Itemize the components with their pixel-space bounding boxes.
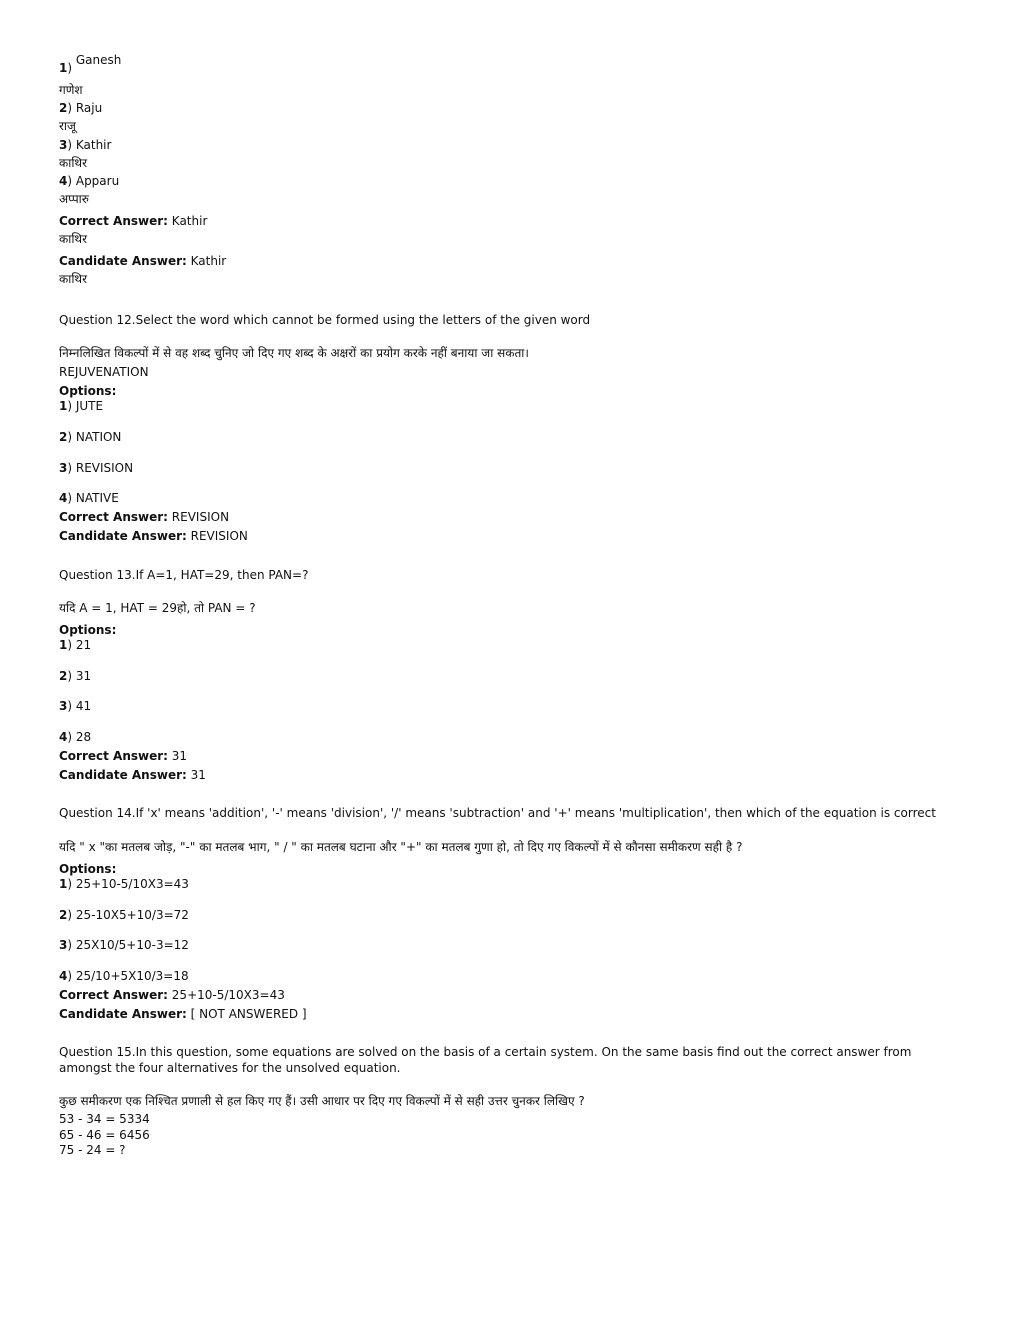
q12-option-2: 2) NATION bbox=[59, 430, 122, 444]
q11-correct-answer: Correct Answer: Kathir bbox=[59, 214, 208, 228]
q14-question: Question 14.If 'x' means 'addition', '-' means 'division', '/' means 'subtraction' and '+' means 'multiplication', then which of the equation is correct bbox=[59, 806, 936, 820]
q11-candidate-answer: Candidate Answer: Kathir bbox=[59, 254, 227, 268]
q14-option-3: 3) 25X10/5+10-3=12 bbox=[59, 938, 189, 952]
q11-option-1-partial: 1) Ganesh bbox=[59, 53, 122, 75]
q14-option-2: 2) 25-10X5+10/3=72 bbox=[59, 908, 189, 922]
q11-option-3: 3) Kathir bbox=[59, 138, 112, 152]
q13-option-4: 4) 28 bbox=[59, 730, 92, 744]
q12-option-4: 4) NATIVE bbox=[59, 491, 119, 505]
q12-options-label: Options: bbox=[59, 384, 117, 398]
q15-equation-2: 65 - 46 = 6456 bbox=[59, 1128, 150, 1142]
q13-option-2: 2) 31 bbox=[59, 669, 92, 683]
q11-option-4: 4) Apparu bbox=[59, 174, 120, 188]
q12-option-3: 3) REVISION bbox=[59, 461, 134, 475]
q12-question-hindi: निम्नलिखित विकल्पों में से वह शब्द चुनिए जो दिए गए शब्द के अक्षरों का प्रयोग करके नहीं बनाया जा सकता। bbox=[59, 346, 529, 360]
q14-question-hindi: यदि " x "का मतलब जोड़, "-" का मतलब भाग, " / " का मतलब घटाना और "+" का मतलब गुणा हो, तो दिए गए विकल्पों में से कौनसा समीकरण सही है ? bbox=[59, 840, 743, 854]
q11-candidate-answer-hindi: काथिर bbox=[59, 272, 88, 286]
q12-candidate-answer: Candidate Answer: REVISION bbox=[59, 529, 248, 543]
q14-option-4: 4) 25/10+5X10/3=18 bbox=[59, 969, 189, 983]
q15-question: Question 15.In this question, some equations are solved on the basis of a certain system. On the same basis find out the correct answer from amongst the four alternatives for the unsolved equation. bbox=[59, 1045, 912, 1075]
q11-option-2: 2) Raju bbox=[59, 101, 103, 115]
q11-option-2-hindi: राजू bbox=[59, 119, 76, 133]
q12-question: Question 12.Select the word which cannot be formed using the letters of the given word bbox=[59, 313, 591, 327]
q12-given-word: REJUVENATION bbox=[59, 365, 149, 379]
q11-option-3-hindi: काथिर bbox=[59, 156, 88, 170]
q13-option-1: 1) 21 bbox=[59, 638, 92, 652]
q14-correct-answer: Correct Answer: 25+10-5/10X3=43 bbox=[59, 988, 285, 1002]
q15-question-hindi: कुछ समीकरण एक निश्चित प्रणाली से हल किए गए हैं। उसी आधार पर दिए गए विकल्पों में से सही उत्तर चुनकर लिखिए ? bbox=[59, 1094, 585, 1108]
q11-option-1-hindi: गणेश bbox=[59, 83, 83, 97]
q12-option-1: 1) JUTE bbox=[59, 399, 104, 413]
q14-options-label: Options: bbox=[59, 862, 117, 876]
q13-options-label: Options: bbox=[59, 623, 117, 637]
q14-candidate-answer: Candidate Answer: [ NOT ANSWERED ] bbox=[59, 1007, 307, 1021]
q13-candidate-answer: Candidate Answer: 31 bbox=[59, 768, 206, 782]
q14-option-1: 1) 25+10-5/10X3=43 bbox=[59, 877, 189, 891]
q15-equation-3: 75 - 24 = ? bbox=[59, 1143, 126, 1157]
q13-question-hindi: यदि A = 1, HAT = 29हो, तो PAN = ? bbox=[59, 601, 256, 615]
q15-equation-1: 53 - 34 = 5334 bbox=[59, 1112, 150, 1126]
q13-correct-answer: Correct Answer: 31 bbox=[59, 749, 188, 763]
q12-correct-answer: Correct Answer: REVISION bbox=[59, 510, 230, 524]
q13-question: Question 13.If A=1, HAT=29, then PAN=? bbox=[59, 568, 309, 582]
q11-correct-answer-hindi: काथिर bbox=[59, 232, 88, 246]
q13-option-3: 3) 41 bbox=[59, 699, 92, 713]
q11-option-4-hindi: अप्पारु bbox=[59, 192, 89, 206]
